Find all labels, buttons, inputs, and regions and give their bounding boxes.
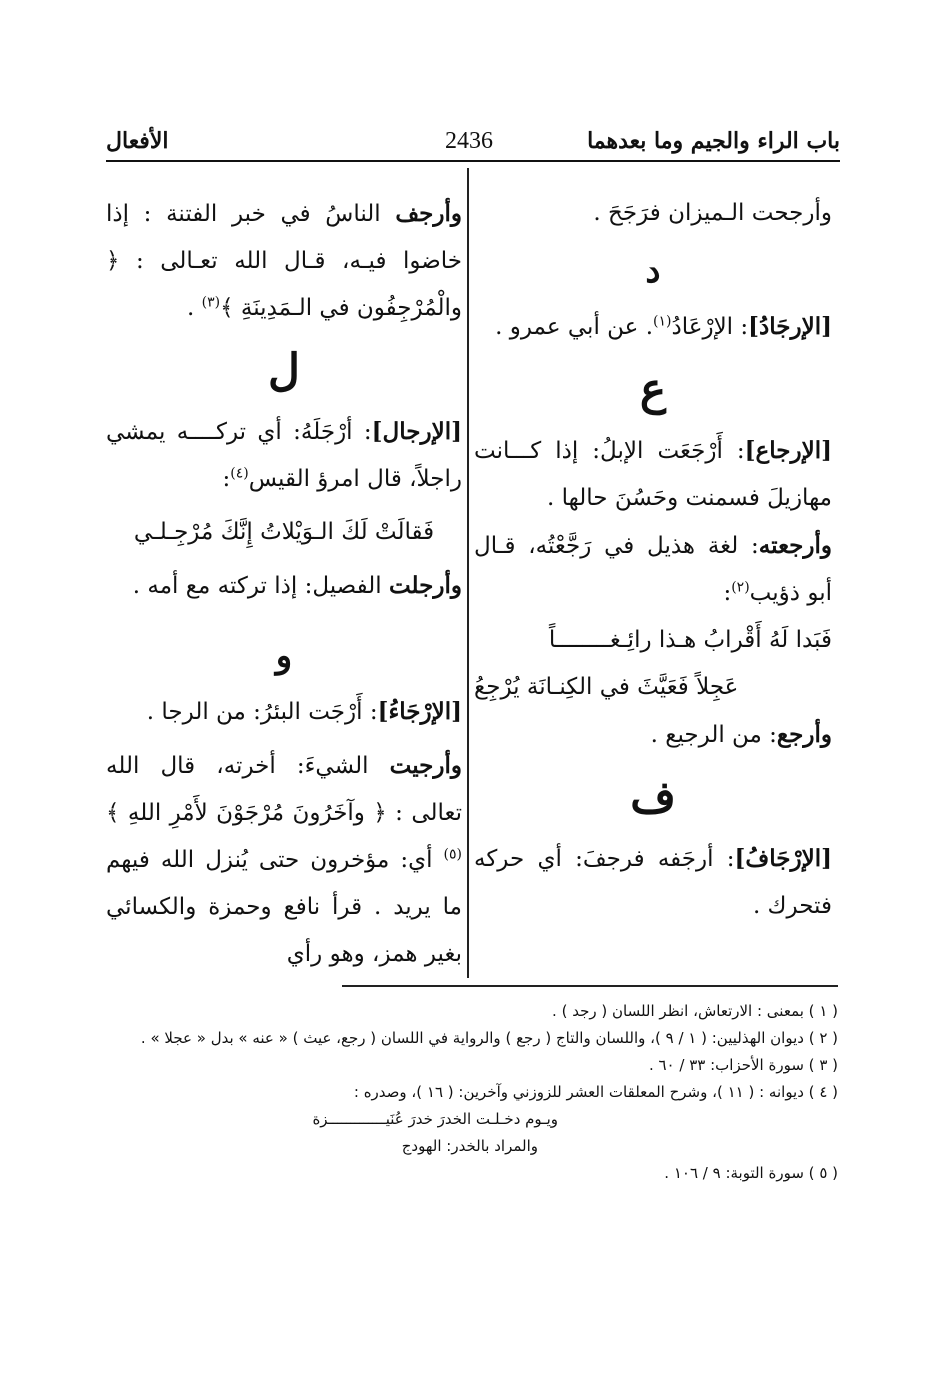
- verse-line-1: فَقالَتْ لَكَ الـوَيْلاتُ إِنَّكَ مُرْجِـلـي: [133, 519, 435, 545]
- entry-term: وأرجلت: [388, 572, 462, 599]
- page-number: 2436: [445, 128, 493, 154]
- footnote-4-verse: ويـوم دخـلـت الخدرَ خدرَ عُنَيـــــــــــــزة: [312, 1110, 558, 1128]
- entry-irjad: [الإرجَادُ]: الإرْعَادُ$^{(١)}$. عن أبي عمرو .: [495, 313, 832, 340]
- entry-term: [الإرجَادُ]: [748, 313, 832, 340]
- entry-arjatuhu: وأرجعته: لغة هذيل في رَجَّعْتُه، قـال أبو ذؤيب$^{(٢)}$:: [474, 532, 832, 606]
- section-title: الأفعال: [106, 128, 169, 154]
- entry-term: وأرجع: [776, 721, 832, 748]
- entry-irja: [الإرجاع]: أَرْجَعَت الإبلُ: إذا كـــانت مهازيلَ فسمنت وحَسُنَ حالها .: [474, 437, 832, 511]
- entry-term: [الإرْجَاءُ]: [377, 698, 462, 725]
- letter-heading-waw: و: [275, 636, 293, 676]
- footnote-ref: (٥): [443, 846, 462, 863]
- footnote-ref: (١): [653, 313, 672, 330]
- letter-heading-lam: ل: [268, 345, 300, 396]
- entry-irjaf: [الإرْجَافُ]: أرجَفه فرجفَ: أي حركه فتحرك .: [474, 845, 832, 919]
- entry-arjaytu: وأرجيت الشيءَ: أخرته، قال الله تعالى : ﴿ وآخَرُونَ مُرْجَوْنَ لأَمْرِ اللهِ ﴾$^{(٥)}$ أي: مؤخرون حتى يُنزل الله فيهم ما يريد . قرأ نافع وحمزة والكسائي بغير همز، وهو رأي: [106, 752, 462, 967]
- left-column: [106, 190, 462, 978]
- footnote-ref: (٢): [731, 579, 750, 596]
- footnote-1: ( ١ ) بمعنى : الارتعاش، انظر اللسان ( رجد ) .: [552, 1002, 838, 1020]
- footnote-rule: [342, 985, 838, 987]
- entry-arjahat: وأرجحت الـميزان فرَجَحَ .: [593, 200, 832, 226]
- entry-irjal: [الإرجال]: أرْجَلَهُ: أي تركــــه يمشي راجلاً، قال امرؤ القيس$^{(٤)}$:: [106, 418, 462, 492]
- footnote-4-note: والمراد بالخدر: الهودج: [401, 1137, 538, 1155]
- letter-heading-dal: د: [645, 251, 661, 291]
- right-column: [474, 190, 832, 930]
- entry-irja-hamza: [الإرْجَاءُ]: أَرْجَت البئرُ: من الرجا .: [146, 698, 462, 725]
- entry-term: [الإرجاع]: [744, 437, 832, 464]
- footnote-5: ( ٥ ) سورة التوبة: ٩ / ١٠٦ .: [664, 1164, 838, 1182]
- footnote-3: ( ٣ ) سورة الأحزاب: ٣٣ / ٦٠ .: [648, 1056, 838, 1074]
- footnote-4: ( ٤ ) ديوانه : ( ١١ )، وشرح المعلقات العشر للزوزني وآخرين: ( ١٦ )، وصدره :: [353, 1083, 838, 1101]
- footnote-ref: (٤): [230, 465, 249, 482]
- entry-term: وأرجعته: [758, 532, 832, 559]
- chapter-title: باب الراء والجيم وما بعدهما: [587, 128, 840, 154]
- entry-term: [الإرجال]: [371, 418, 462, 445]
- entry-arjafa: وأرجف الناسُ في خبر الفتنة : إذا خاضوا فيـه، قـال الله تعـالى : ﴿ والْمُرْجِفُون في الـمَدِينَةِ ﴾$^{(٣)}$ .: [106, 200, 462, 321]
- letter-heading-fa: ف: [630, 772, 676, 823]
- letter-heading-ain: ع: [639, 364, 667, 415]
- entry-term: [الإرْجَافُ]: [734, 845, 832, 872]
- entry-term: وأرجف: [395, 200, 462, 227]
- footnotes: [98, 998, 838, 1187]
- entry-arjaltu: وأرجلت الفصيل: إذا تركته مع أمه .: [132, 572, 462, 599]
- footnote-ref: (٣): [201, 294, 221, 311]
- verse-line-2: عَجِلاً فَعَيَّثَ في الكِنـانَة يُرْجِعُ: [474, 674, 739, 700]
- entry-term: وأرجيت: [389, 752, 462, 779]
- verse-line-1: فَبَدا لَهُ أَقْرابُ هـذا رائِـغــــــــاً: [548, 627, 832, 653]
- footnote-2: ( ٢ ) ديوان الهذليين: ( ١ / ٩ )، واللسان والتاج ( رجع ) والرواية في اللسان ( رجع، عيث ) « عنه » بدل « عجلا » .: [140, 1029, 838, 1047]
- header-rule: [106, 160, 840, 162]
- column-divider: [467, 168, 469, 978]
- entry-arja: وأرجع: من الرجيع .: [650, 721, 832, 748]
